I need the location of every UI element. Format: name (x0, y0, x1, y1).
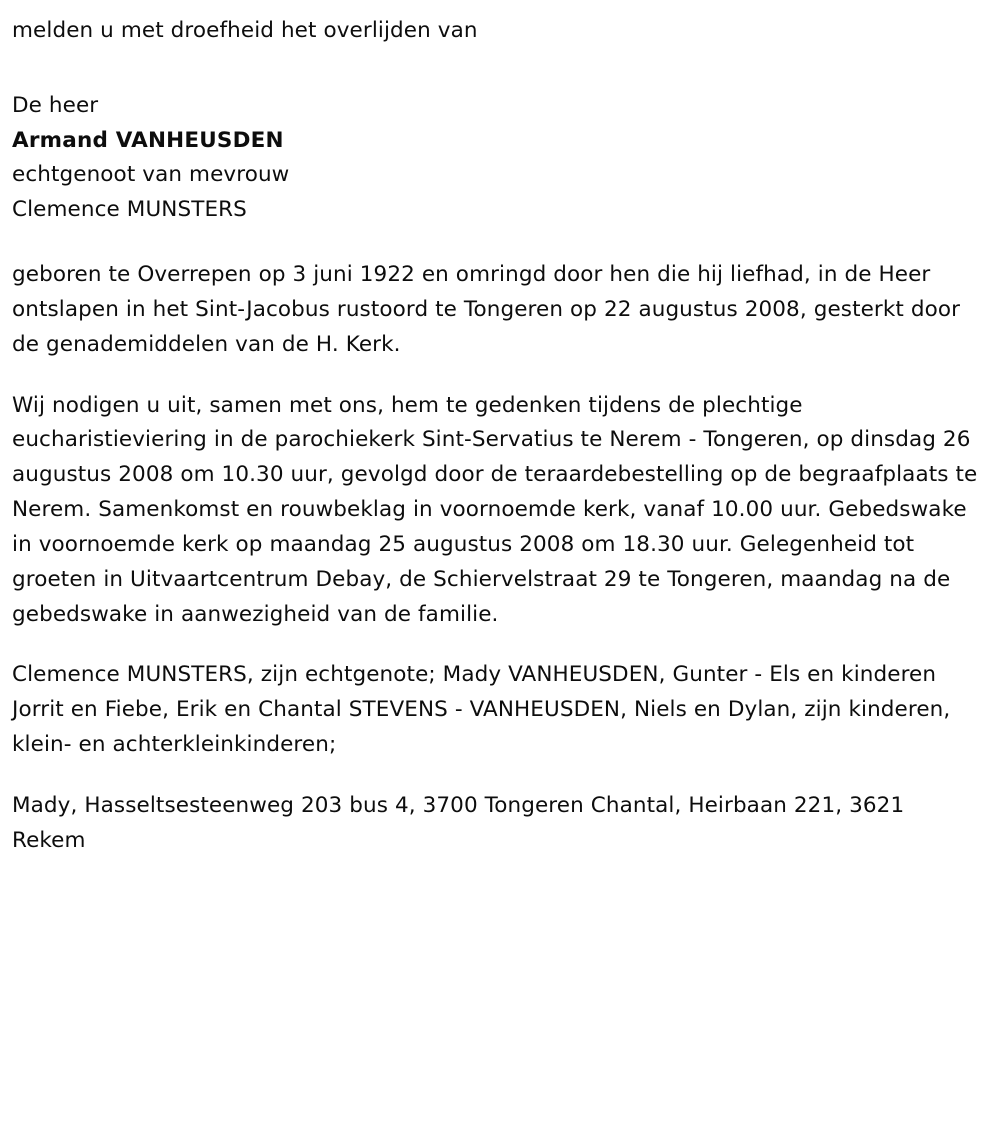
address-paragraph: Mady, Hasseltsesteenweg 203 bus 4, 3700 Tongeren Chantal, Heirbaan 221, 3621 Rekem (12, 792, 905, 853)
birth-death-block (12, 258, 982, 362)
intro-block (12, 14, 982, 49)
birth-death-paragraph: geboren te Overrepen op 3 juni 1922 en omringd door hen die hij liefhad, in de Heer ontslapen in het Sint-Jacobus rustoord te Tongeren op 22 augustus 2008, gesterkt door de genademiddelen van de H. Kerk. (12, 262, 961, 357)
service-paragraph: Wij nodigen u uit, samen met ons, hem te gedenken tijdens de plechtige eucharistieviering in de parochiekerk Sint-Servatius te Nerem - Tongeren, op dinsdag 26 augustus 2008 om 10.30 uur, gevolgd door de teraardebestelling op de begraafplaats te Nerem. Samenkomst en rouwbeklag in voornoemde kerk, vanaf 10.00 uur. Gebedswake in voornoemde kerk op maandag 25 augustus 2008 om 18.30 uur. Gelegenheid tot groeten in Uitvaartcentrum Debay, de Schiervelstraat 29 te Tongeren, maandag na de gebedswake in aanwezigheid van de familie. (12, 392, 978, 627)
family-block (12, 658, 982, 762)
intro-text: melden u met droefheid het overlijden van (12, 18, 478, 43)
deceased-block (12, 89, 982, 228)
family-paragraph: Clemence MUNSTERS, zijn echtgenote; Mady VANHEUSDEN, Gunter - Els en kinderen Jorrit en Fiebe, Erik en Chantal STEVENS - VANHEUSDEN, Niels en Dylan, zijn kinderen, klein- en achterkleinkinderen; (12, 662, 951, 758)
deceased-name: Armand VANHEUSDEN (12, 127, 284, 153)
address-block (12, 789, 982, 859)
spouse-name: Clemence MUNSTERS (12, 197, 247, 223)
salutation-text: De heer (12, 92, 99, 118)
spouse-label: echtgenoot van mevrouw (12, 162, 290, 188)
service-block (12, 389, 982, 633)
